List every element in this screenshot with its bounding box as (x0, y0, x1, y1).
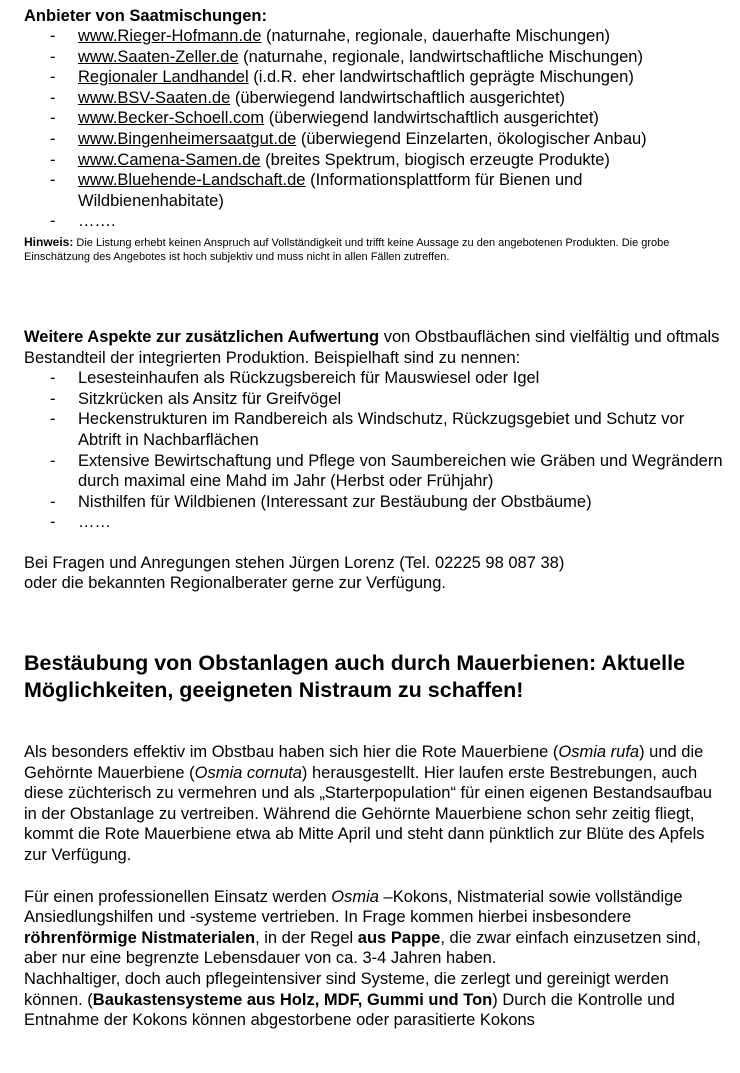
providers-heading: Anbieter von Saatmischungen: (24, 7, 267, 25)
article-paragraph-1: Als besonders effektiv im Obstbau haben sich hier die Rote Mauerbiene (Osmia rufa) und die Gehörnte Mauerbiene (Osmia cornuta) herausgestellt. Hier laufen erste Bestrebungen, auch diese züchterisch zu vermehren und als „Starterpopulation“ für einen eigenen Bestandsaufbau in der Obstanlage zu vertreiben. Während die Gehörnte Mauerbiene schon sehr zeitig fliegt, kommt die Rote Mauerbiene etwa ab Mitte April und steht dann pünktlich zur Blüte des Apfels zur Verfügung. (24, 743, 712, 865)
list-item: - www.Rieger-Hofmann.de (naturnahe, regionale, dauerhafte Mischungen) (50, 27, 610, 45)
article-paragraph-2: Für einen professionellen Einsatz werden Osmia –Kokons, Nistmaterial sowie vollständige Ansiedlungshilfen und -systeme vertrieben. In Frage kommen hierbei insbesondere röhrenförmige Nistmaterialen, in der Regel aus Pappe, die zwar einfach einzusetzen sind, aber nur eine begrenzte Lebensdauer von ca. 3-4 Jahren haben. (24, 887, 701, 968)
list-item: - Heckenstrukturen im Randbereich als Windschutz, Rückzugsgebiet und Schutz vor Abtrift in Nachbarflächen (50, 410, 685, 449)
list-item: - www.Saaten-Zeller.de (naturnahe, regionale, landwirtschaftliche Mischungen) (50, 47, 643, 66)
list-item: - www.Becker-Schoell.com (überwiegend landwirtschaftlich ausgerichtet) (50, 109, 599, 128)
becker-schoell-link[interactable]: www.Becker-Schoell.com (78, 109, 265, 128)
providers-list (24, 26, 724, 232)
article-title: Bestäubung von Obstanlagen auch durch Mauerbienen: Aktuelle Möglichkeiten, geeigneten Nistraum zu schaffen! (24, 651, 686, 703)
bluehende-landschaft-link[interactable]: www.Bluehende-Landschaft.de (78, 171, 306, 190)
list-item: - Extensive Bewirtschaftung und Pflege von Saumbereichen wie Gräben und Wegrändern durch maximal eine Mahd im Jahr (Herbst oder Frühjahr) (50, 451, 723, 491)
article-paragraph-3: Nachhaltiger, doch auch pflegeintensiver sind Systeme, die zerlegt und gereinigt werden können. (Baukastensysteme aus Holz, MDF, Gummi und Ton) Durch die Kontrolle und Entnahme der Kokons können abgestorbene oder parasitierte Kokons (24, 970, 675, 1030)
contact-paragraph: Bei Fragen und Anregungen stehen Jürgen Lorenz (Tel. 02225 98 087 38) oder die bekannten Regionalberater gerne zur Verfügung. (24, 553, 565, 593)
saaten-zeller-link[interactable]: www.Saaten-Zeller.de (78, 47, 239, 66)
list-item: - ……. (50, 212, 116, 231)
list-item: - Regionaler Landhandel (i.d.R. eher landwirtschaftlich geprägte Mischungen) (50, 68, 634, 87)
list-item: - Nisthilfen für Wildbienen (Interessant zur Bestäubung der Obstbäume) (50, 492, 592, 511)
bsv-saaten-link[interactable]: www.BSV-Saaten.de (78, 88, 231, 107)
list-item: - www.Bingenheimersaatgut.de (überwiegend Einzelarten, ökologischer Anbau) (50, 129, 647, 148)
list-item: - www.BSV-Saaten.de (überwiegend landwirtschaftlich ausgerichtet) (50, 88, 566, 107)
list-item: - www.Bluehende-Landschaft.de (Informationsplattform für Bienen und Wildbienenhabitate) (50, 171, 583, 210)
hint-text: Die Listung erhebt keinen Anspruch auf Vollständigkeit und trifft keine Aussage zu den angebotenen Produkten. Die grobe Einschätzung des Angebotes ist hoch subjektiv und muss nicht in allen Fällen zutreffen. (24, 236, 670, 264)
rieger-hofmann-link[interactable]: www.Rieger-Hofmann.de (78, 27, 262, 45)
regionaler-landhandel-link[interactable]: Regionaler Landhandel (78, 68, 249, 87)
list-item: - Sitzkrücken als Ansitz für Greifvögel (50, 389, 342, 408)
aspects-intro: Weitere Aspekte zur zusätzlichen Aufwertung von Obstbauflächen sind vielfältig und oftmals Bestandteil der integrierten Produktion. Beispielhaft sind zu nennen: (24, 327, 720, 367)
camena-samen-link[interactable]: www.Camena-Samen.de (78, 150, 261, 169)
list-item: - Lesesteinhaufen als Rückzugsbereich für Mauswiesel oder Igel (50, 369, 540, 388)
hint-note (24, 235, 724, 265)
list-item: - www.Camena-Samen.de (breites Spektrum, biogisch erzeugte Produkte) (50, 150, 610, 169)
hint-label: Hinweis: (24, 234, 74, 249)
document-page (24, 6, 724, 1031)
aspects-list (24, 368, 724, 533)
list-item: - …… (50, 513, 111, 532)
bingenheimer-saatgut-link[interactable]: www.Bingenheimersaatgut.de (78, 129, 297, 148)
